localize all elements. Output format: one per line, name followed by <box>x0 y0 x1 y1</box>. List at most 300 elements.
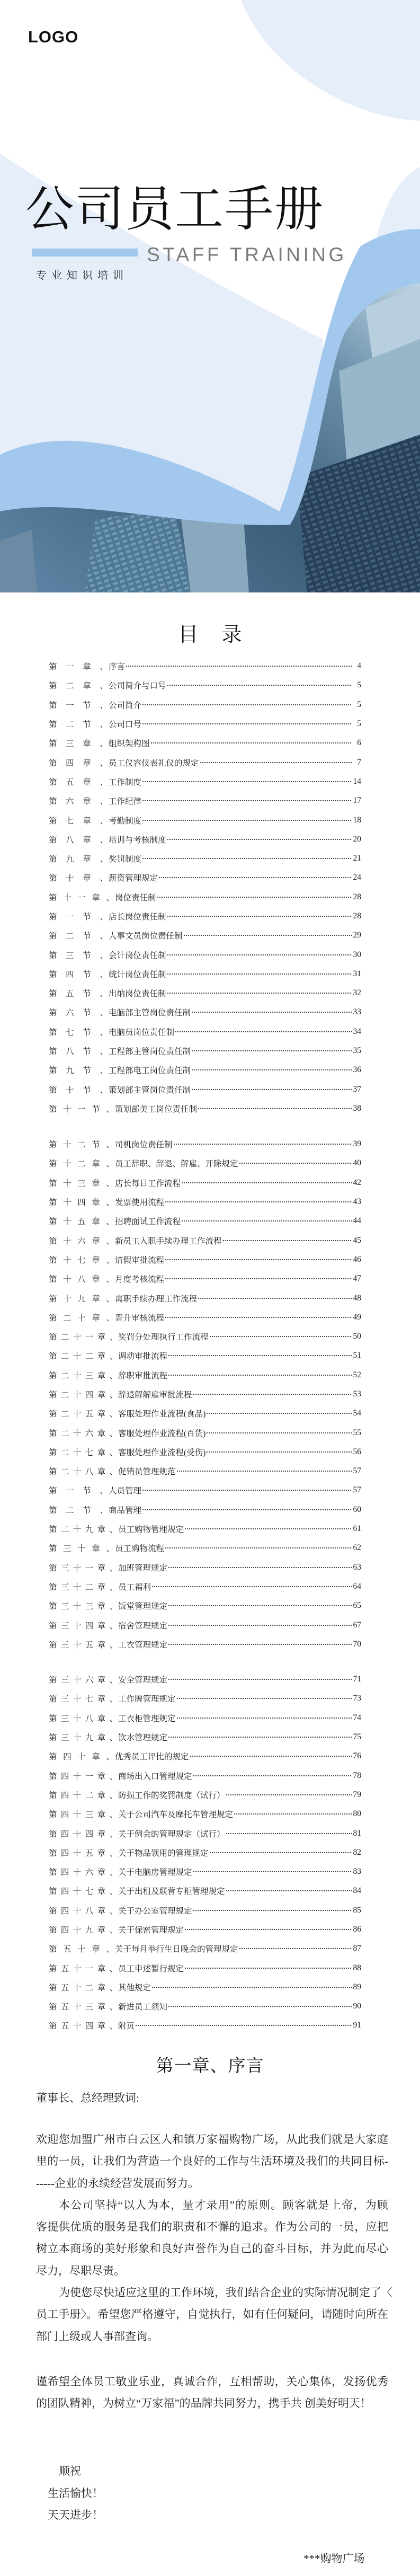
toc-entry-page: 28 <box>353 911 361 920</box>
toc-entry[interactable] <box>49 1135 361 1154</box>
dot-leader <box>209 1851 352 1855</box>
toc-entry[interactable] <box>49 1577 361 1596</box>
toc-entry-title: 工作牌管理规定 <box>118 1695 176 1704</box>
toc-entry-page: 45 <box>353 1235 361 1245</box>
toc-entry-title: 员工申述暂行规定 <box>118 1964 184 1973</box>
dot-leader <box>142 780 352 784</box>
toc-entry-title: 关于每月举行生日晚会的管理规定 <box>115 1945 238 1954</box>
toc-entry-title: 防损工作的奖罚制度（试行） <box>118 1791 225 1800</box>
dot-leader <box>165 1315 352 1320</box>
toc-entry[interactable] <box>49 2016 361 2035</box>
toc-entry-page: 63 <box>353 1562 361 1572</box>
toc-entry-title: 人事文员岗位责任制 <box>109 932 183 941</box>
dot-leader <box>142 818 352 822</box>
dot-leader <box>165 1200 352 1204</box>
paragraph-line: 欢迎您加盟广州市白云区人和镇万家福购物广场，从此我们就是大家庭 <box>36 2133 388 2146</box>
dot-leader <box>191 1049 352 1053</box>
dot-leader <box>142 722 352 726</box>
toc-entry[interactable] <box>49 926 361 945</box>
toc-entry-number: 第二十四章、 <box>49 1391 118 1400</box>
toc-entry-number: 第五十一章、 <box>49 1964 118 1973</box>
toc-entry-page: 46 <box>353 1254 361 1264</box>
toc-entry-number: 第二节、 <box>49 720 108 730</box>
toc-entry[interactable] <box>49 733 361 753</box>
toc-entry[interactable] <box>49 1060 361 1079</box>
dot-leader <box>176 1469 352 1473</box>
dot-leader <box>193 1870 352 1874</box>
chapter-heading: 第一章、序言 <box>156 2057 264 2076</box>
toc-entry[interactable] <box>49 1881 361 1900</box>
dot-leader <box>142 1508 352 1512</box>
toc-entry[interactable] <box>49 984 361 1003</box>
toc-entry-number: 第六章、 <box>49 797 108 807</box>
dot-leader <box>150 741 352 745</box>
toc-entry[interactable] <box>49 1041 361 1060</box>
toc-entry-number: 第三十三章、 <box>49 1602 118 1612</box>
toc-entry[interactable] <box>49 714 361 733</box>
toc-entry-title: 月度考核流程 <box>115 1275 165 1285</box>
toc-entry[interactable] <box>49 753 361 772</box>
toc-entry-page: 65 <box>353 1601 361 1610</box>
dot-leader <box>239 1946 352 1951</box>
toc-entry-number: 第二十一章、 <box>49 1333 118 1342</box>
paragraph-line: 谨希望全体员工敬业乐业，真诚合作，互相帮助，关心集体，发扬优秀 <box>36 2375 388 2388</box>
toc-entry-title: 关于办公室管理规定 <box>118 1906 192 1916</box>
toc-entry-title: 招聘面试工作流程 <box>115 1217 181 1227</box>
toc-entry[interactable] <box>49 657 361 676</box>
toc-entry[interactable] <box>49 849 361 868</box>
toc-entry-title: 出纳岗位责任制 <box>109 989 166 999</box>
toc-entry-title: 饭堂管理规定 <box>118 1602 168 1612</box>
dot-leader <box>176 1696 352 1701</box>
toc-entry[interactable] <box>49 1709 361 1728</box>
logo: LOGO <box>28 28 79 46</box>
toc-entry-number: 第九节、 <box>49 1066 108 1076</box>
toc-entry[interactable] <box>49 1346 361 1365</box>
toc-entry[interactable] <box>49 888 361 907</box>
toc-entry-page: 84 <box>353 1886 361 1896</box>
toc-entry-number: 第二十章、 <box>49 1313 114 1323</box>
dot-leader <box>198 1296 352 1300</box>
toc-entry-number: 第四十九章、 <box>49 1926 118 1935</box>
toc-entry-page: 29 <box>353 931 361 940</box>
dot-leader <box>226 1831 352 1836</box>
toc-entry-title: 司机岗位责任制 <box>115 1140 173 1150</box>
toc-entry[interactable] <box>49 907 361 926</box>
dot-leader <box>168 1373 352 1377</box>
toc-entry-number: 第二十三章、 <box>49 1371 118 1380</box>
toc-entry-page: 75 <box>353 1732 361 1742</box>
dot-leader <box>193 1774 352 1778</box>
toc-entry[interactable] <box>49 695 361 714</box>
dot-leader <box>142 1488 352 1492</box>
toc-entry-number: 第九章、 <box>49 855 108 864</box>
toc-entry[interactable] <box>49 810 361 829</box>
toc-entry[interactable] <box>49 1404 361 1423</box>
toc-entry-page: 28 <box>353 892 361 901</box>
accent-bar <box>32 249 138 256</box>
toc-entry[interactable] <box>49 868 361 887</box>
toc-entry-page: 54 <box>353 1409 361 1418</box>
toc-entry[interactable] <box>49 1003 361 1022</box>
toc-entry-number: 第五章、 <box>49 777 108 787</box>
toc-entry[interactable] <box>49 1385 361 1404</box>
toc-entry-number: 第十章、 <box>49 874 108 883</box>
toc-entry-number: 第四十五章、 <box>49 1848 118 1858</box>
paragraph-line: 员工手册〉。希望您严格遵守，自觉执行，如有任何疑问，请随时向所在 <box>36 2308 388 2321</box>
toc-entry-title: 薪资管理规定 <box>109 874 158 883</box>
toc-entry-number: 第三十九章、 <box>49 1733 118 1743</box>
toc-entry-number: 第五十二章、 <box>49 1983 118 1993</box>
toc-entry[interactable] <box>49 1327 361 1346</box>
cover-title: 公司员工手册 <box>25 181 325 237</box>
toc-entry-number: 第二节、 <box>49 932 108 941</box>
toc-entry-page: 17 <box>353 796 361 805</box>
toc-entry-title: 客服处理作业流程(受伤) <box>118 1448 206 1457</box>
toc-entry[interactable] <box>49 1080 361 1099</box>
toc-entry-page: 55 <box>353 1428 361 1437</box>
toc-entry-title: 工作制度 <box>109 777 142 787</box>
toc-entry-number: 第十八章、 <box>49 1275 114 1285</box>
toc-entry-number: 第二章、 <box>49 681 108 691</box>
toc-entry-title: 公司简介 <box>109 701 142 710</box>
toc-entry-page: 73 <box>353 1694 361 1703</box>
toc-entry-page: 61 <box>353 1524 361 1534</box>
toc-entry-title: 宿舍管理规定 <box>118 1621 168 1631</box>
toc-entry-number: 第二十七章、 <box>49 1448 118 1457</box>
toc-entry-page: 74 <box>353 1713 361 1722</box>
toc-entry-title: 奖罚制度 <box>109 855 142 864</box>
toc-group <box>49 657 361 1118</box>
paragraph-line: 本公司坚持“以人为本，量才录用”的原则。顾客就是上帝，为顾 <box>59 2198 388 2211</box>
toc-entry-page: 14 <box>353 776 361 786</box>
dot-leader <box>151 1584 352 1589</box>
toc-entry-page: 71 <box>353 1675 361 1684</box>
toc-entry-title: 电脑部主管岗位责任制 <box>109 1008 191 1018</box>
toc-entry-number: 第十七章、 <box>49 1255 114 1265</box>
toc-entry-page: 7 <box>357 757 361 767</box>
toc-entry-title: 辞职审批流程 <box>118 1371 168 1380</box>
dot-leader <box>157 895 352 899</box>
toc-entry[interactable] <box>49 1538 361 1557</box>
toc-entry-page: 38 <box>353 1103 361 1113</box>
dot-leader <box>142 799 352 803</box>
dot-leader <box>176 1716 352 1720</box>
toc-entry-page: 86 <box>353 1925 361 1934</box>
toc-entry-title: 考勤制度 <box>109 816 142 826</box>
toc-entry-page: 90 <box>353 2002 361 2011</box>
toc-entry-page: 87 <box>353 1944 361 1953</box>
toc-entry-title: 客服处理作业流程(食品) <box>118 1410 206 1419</box>
dot-leader <box>191 1087 352 1092</box>
toc-entry-number: 第十二节、 <box>49 1140 114 1150</box>
toc-entry[interactable] <box>49 1099 361 1118</box>
toc-entry[interactable] <box>49 1022 361 1041</box>
toc-entry-page: 24 <box>353 873 361 882</box>
toc-entry[interactable] <box>49 1615 361 1634</box>
toc-entry-number: 第七节、 <box>49 1028 108 1037</box>
toc-entry-page: 37 <box>353 1084 361 1094</box>
dot-leader <box>200 760 352 765</box>
paragraph-line: 部门上级或人事部查询。 <box>36 2330 158 2343</box>
toc-entry-title: 人员管理 <box>109 1486 142 1496</box>
toc-entry[interactable] <box>49 1288 361 1307</box>
toc-entry-title: 新员工入职手续办理工作流程 <box>115 1236 222 1246</box>
toc-entry-page: 57 <box>353 1485 361 1495</box>
toc-entry[interactable] <box>49 1747 361 1766</box>
dot-leader <box>184 1527 352 1531</box>
toc-entry[interactable] <box>49 1785 361 1804</box>
dot-leader <box>168 1353 352 1358</box>
toc-entry-page: 30 <box>353 950 361 959</box>
toc-entry[interactable] <box>49 1462 361 1481</box>
toc-entry-number: 第四十六章、 <box>49 1868 118 1878</box>
toc-entry-title: 发票使用流程 <box>115 1198 165 1208</box>
toc-entry-number: 第一节、 <box>49 913 108 922</box>
dot-leader <box>206 1431 352 1435</box>
greeting: 董事长、总经理致词: <box>36 2092 139 2104</box>
toc-entry-page: 79 <box>353 1790 361 1799</box>
toc-entry-number: 第三十一章、 <box>49 1563 118 1573</box>
toc-entry-title: 工衣管理规定 <box>118 1640 168 1650</box>
toc-entry-number: 第八节、 <box>49 1047 108 1057</box>
dot-leader <box>183 933 352 937</box>
toc-entry-number: 第四章、 <box>49 758 108 768</box>
toc-entry-number: 第三十四章、 <box>49 1621 118 1631</box>
toc-entry-page: 60 <box>353 1504 361 1514</box>
toc-entry-number: 第四十八章、 <box>49 1906 118 1916</box>
toc-entry[interactable] <box>49 1823 361 1843</box>
toc-entry-number: 第七章、 <box>49 816 108 826</box>
toc-entry-page: 67 <box>353 1620 361 1630</box>
toc-entry[interactable] <box>49 1862 361 1881</box>
dot-leader <box>126 664 352 668</box>
toc-entry[interactable] <box>49 1596 361 1615</box>
toc-entry-page: 5 <box>357 700 361 709</box>
toc-entry-title: 工程部主管岗位责任制 <box>109 1047 191 1057</box>
toc-entry-page: 78 <box>353 1771 361 1780</box>
dot-leader <box>165 1277 352 1281</box>
toc-entry-page: 31 <box>353 969 361 978</box>
toc-entry[interactable] <box>49 1211 361 1231</box>
toc-entry[interactable] <box>49 1635 361 1654</box>
toc-entry-title: 策划部主管岗位责任制 <box>109 1085 191 1095</box>
toc-entry[interactable] <box>49 1804 361 1823</box>
paragraph-line: 为使您尽快适应这里的工作环境，我们结合企业的实际情况制定了〈 <box>59 2286 392 2299</box>
dot-leader <box>193 1908 352 1913</box>
toc-title: 目录 <box>178 624 265 646</box>
toc-entry[interactable] <box>49 1154 361 1173</box>
dot-leader <box>168 2004 352 2008</box>
toc-entry[interactable] <box>49 1939 361 1958</box>
toc-entry-title: 商品管理 <box>109 1506 142 1515</box>
dot-leader <box>226 1889 352 1893</box>
toc-entry-page: 20 <box>353 834 361 844</box>
toc-entry-page: 62 <box>353 1543 361 1553</box>
toc-entry-number: 第四十七章、 <box>49 1887 118 1897</box>
toc-entry-page: 32 <box>353 988 361 998</box>
dot-leader <box>142 856 352 861</box>
toc-entry[interactable] <box>49 1173 361 1192</box>
dot-leader <box>158 875 352 880</box>
toc-entry-title: 加班管理规定 <box>118 1563 168 1573</box>
toc-entry-page: 80 <box>353 1809 361 1819</box>
toc-entry-page: 34 <box>353 1026 361 1036</box>
dot-leader <box>175 1030 352 1034</box>
toc-entry-title: 调动审批流程 <box>118 1352 168 1361</box>
toc-entry[interactable] <box>49 791 361 810</box>
toc-entry-title: 关于保密管理规定 <box>118 1926 184 1935</box>
toc-entry[interactable] <box>49 964 361 984</box>
dot-leader <box>181 1219 352 1223</box>
toc-entry-number: 第四十二章、 <box>49 1791 118 1800</box>
top-right-shape <box>241 0 420 121</box>
toc-entry-title: 奖罚分处理执行工作流程 <box>118 1333 209 1342</box>
toc-entry-number: 第五十章、 <box>49 1945 114 1954</box>
toc-entry[interactable] <box>49 1689 361 1708</box>
toc-entry[interactable] <box>49 1843 361 1862</box>
toc-entry-title: 岗位责任制 <box>115 893 156 902</box>
toc-entry-title: 员工福利 <box>118 1582 151 1592</box>
toc-entry-number: 第二节、 <box>49 1506 108 1515</box>
dot-leader <box>190 1754 352 1758</box>
dot-leader <box>168 1735 352 1739</box>
toc-entry-page: 40 <box>353 1158 361 1168</box>
toc-entry-number: 第十二章、 <box>49 1159 114 1169</box>
toc-entry[interactable] <box>49 1308 361 1327</box>
toc-entry[interactable] <box>49 1728 361 1747</box>
toc-entry-title: 工衣柜管理规定 <box>118 1714 176 1723</box>
toc-entry-title: 店长每日工作流程 <box>115 1179 181 1188</box>
cover-tagline: 专业知识培训 <box>36 269 128 281</box>
cover-background <box>0 0 420 592</box>
toc-entry[interactable] <box>49 676 361 695</box>
toc-entry-title: 关于例会的管理规定（试行） <box>118 1829 225 1839</box>
toc-entry[interactable] <box>49 1958 361 1977</box>
dot-leader <box>167 953 352 957</box>
toc-entry-number: 第三节、 <box>49 951 108 960</box>
toc-entry-number: 第四节、 <box>49 970 108 979</box>
toc-entry-number: 第十四章、 <box>49 1198 114 1208</box>
signature: ***购物广场 <box>303 2552 365 2565</box>
toc-entry-page: 51 <box>353 1351 361 1360</box>
toc-entry-title: 优秀员工评比的规定 <box>115 1752 189 1762</box>
toc-entry-page: 33 <box>353 1007 361 1017</box>
toc-entry[interactable] <box>49 1500 361 1519</box>
toc-entry[interactable] <box>49 1366 361 1385</box>
toc-entry[interactable] <box>49 1269 361 1288</box>
toc-entry-number: 第一节、 <box>49 701 108 710</box>
toc-entry[interactable] <box>49 1670 361 1689</box>
toc-entry-number: 第十一章、 <box>49 893 114 902</box>
toc-entry-title: 会计岗位责任制 <box>109 951 166 960</box>
toc-entry-title: 策划部美工岗位责任制 <box>115 1104 198 1114</box>
dot-leader <box>168 1623 352 1627</box>
toc-entry[interactable] <box>49 830 361 849</box>
paragraph-line: -----企业的永续经营发展而努力。 <box>36 2176 199 2190</box>
toc-entry[interactable] <box>49 945 361 964</box>
toc-entry[interactable] <box>49 1423 361 1442</box>
dot-leader <box>193 1392 352 1396</box>
toc-entry-title: 新进员工须知 <box>118 2003 168 2012</box>
wish-line: 天天进步！ <box>48 2509 103 2521</box>
paragraph-line: 树立本商场的美好形象和良好声誉作为自己的奋斗目标，并为此而尽心 <box>36 2242 388 2255</box>
dot-leader <box>168 1642 352 1646</box>
toc-entry[interactable] <box>49 1519 361 1538</box>
dot-leader <box>167 972 352 976</box>
dot-leader <box>173 1142 352 1146</box>
toc-entry-page: 48 <box>353 1293 361 1303</box>
toc-entry-title: 电脑员岗位责任制 <box>109 1028 175 1037</box>
toc-entry-title: 员工购物管理规定 <box>118 1525 184 1535</box>
toc-entry[interactable] <box>49 1997 361 2016</box>
toc-entry[interactable] <box>49 1766 361 1785</box>
toc-entry-title: 公司简介与口号 <box>109 681 166 691</box>
toc-entry-number: 第二十二章、 <box>49 1352 118 1361</box>
toc-entry-page: 5 <box>357 719 361 729</box>
toc-entry-title: 其他规定 <box>118 1983 151 1993</box>
toc-entry[interactable] <box>49 1231 361 1250</box>
toc-entry[interactable] <box>49 1558 361 1577</box>
toc-entry-number: 第三十八章、 <box>49 1714 118 1723</box>
dot-leader <box>184 1966 352 1970</box>
dot-leader <box>168 1565 352 1570</box>
dot-leader <box>165 1258 352 1262</box>
toc-entry-number: 第三十二章、 <box>49 1582 118 1592</box>
toc-entry-title: 员工购物流程 <box>115 1544 165 1554</box>
toc-entry-number: 第一节、 <box>49 1486 108 1496</box>
toc-entry-number: 第三章、 <box>49 739 108 749</box>
dot-leader <box>151 1985 352 1989</box>
toc-entry-page: 70 <box>353 1639 361 1649</box>
toc-entry-number: 第一章、 <box>49 662 108 672</box>
dot-leader <box>191 1068 352 1072</box>
toc-entry[interactable] <box>49 1920 361 1939</box>
wish-text: 顺祝 <box>59 2465 81 2477</box>
toc-entry-page: 49 <box>353 1312 361 1322</box>
toc-entry-title: 客服处理作业流程(百货) <box>118 1429 206 1438</box>
toc-entry-page: 52 <box>353 1370 361 1379</box>
toc-entry-title: 关于电脑房管理规定 <box>118 1868 192 1878</box>
dot-leader <box>142 703 352 707</box>
toc-entry[interactable] <box>49 1250 361 1269</box>
toc-entry-title: 店长岗位责任制 <box>109 913 166 922</box>
toc-entry-page: 91 <box>353 2021 361 2030</box>
toc-entry[interactable] <box>49 1192 361 1211</box>
paragraph-line: 客提供优质的服务是我们的职责和不懈的追求。作为公司的一员，应把 <box>36 2220 388 2234</box>
toc-entry[interactable] <box>49 1481 361 1500</box>
toc-entry-page: 43 <box>353 1197 361 1207</box>
toc-entry-title: 附页 <box>118 2022 135 2031</box>
paragraph-line: 里的一员，让我们为营造一个良好的工作与生活环境及我们的共同目标- <box>36 2155 388 2168</box>
toc-entry-title: 饮水管理规定 <box>118 1733 168 1743</box>
toc-entry[interactable] <box>49 772 361 791</box>
toc-entry-page: 76 <box>353 1751 361 1761</box>
toc-entry-page: 53 <box>353 1389 361 1398</box>
toc-entry[interactable] <box>49 1978 361 1997</box>
toc-entry[interactable] <box>49 1901 361 1920</box>
dot-leader <box>239 1161 352 1165</box>
toc-entry-title: 员工仪容仪表礼仪的规定 <box>109 758 199 768</box>
toc-entry-title: 工作纪律 <box>109 797 142 807</box>
toc-entry[interactable] <box>49 1442 361 1462</box>
toc-entry-number: 第十三章、 <box>49 1179 114 1188</box>
dot-leader <box>165 1546 352 1550</box>
toc-entry-page: 4 <box>357 661 361 671</box>
toc-entry-title: 员工辞职、辞退、解雇、开除规定 <box>115 1159 238 1169</box>
dot-leader <box>206 1411 352 1415</box>
toc-entry-title: 统计岗位责任制 <box>109 970 166 979</box>
